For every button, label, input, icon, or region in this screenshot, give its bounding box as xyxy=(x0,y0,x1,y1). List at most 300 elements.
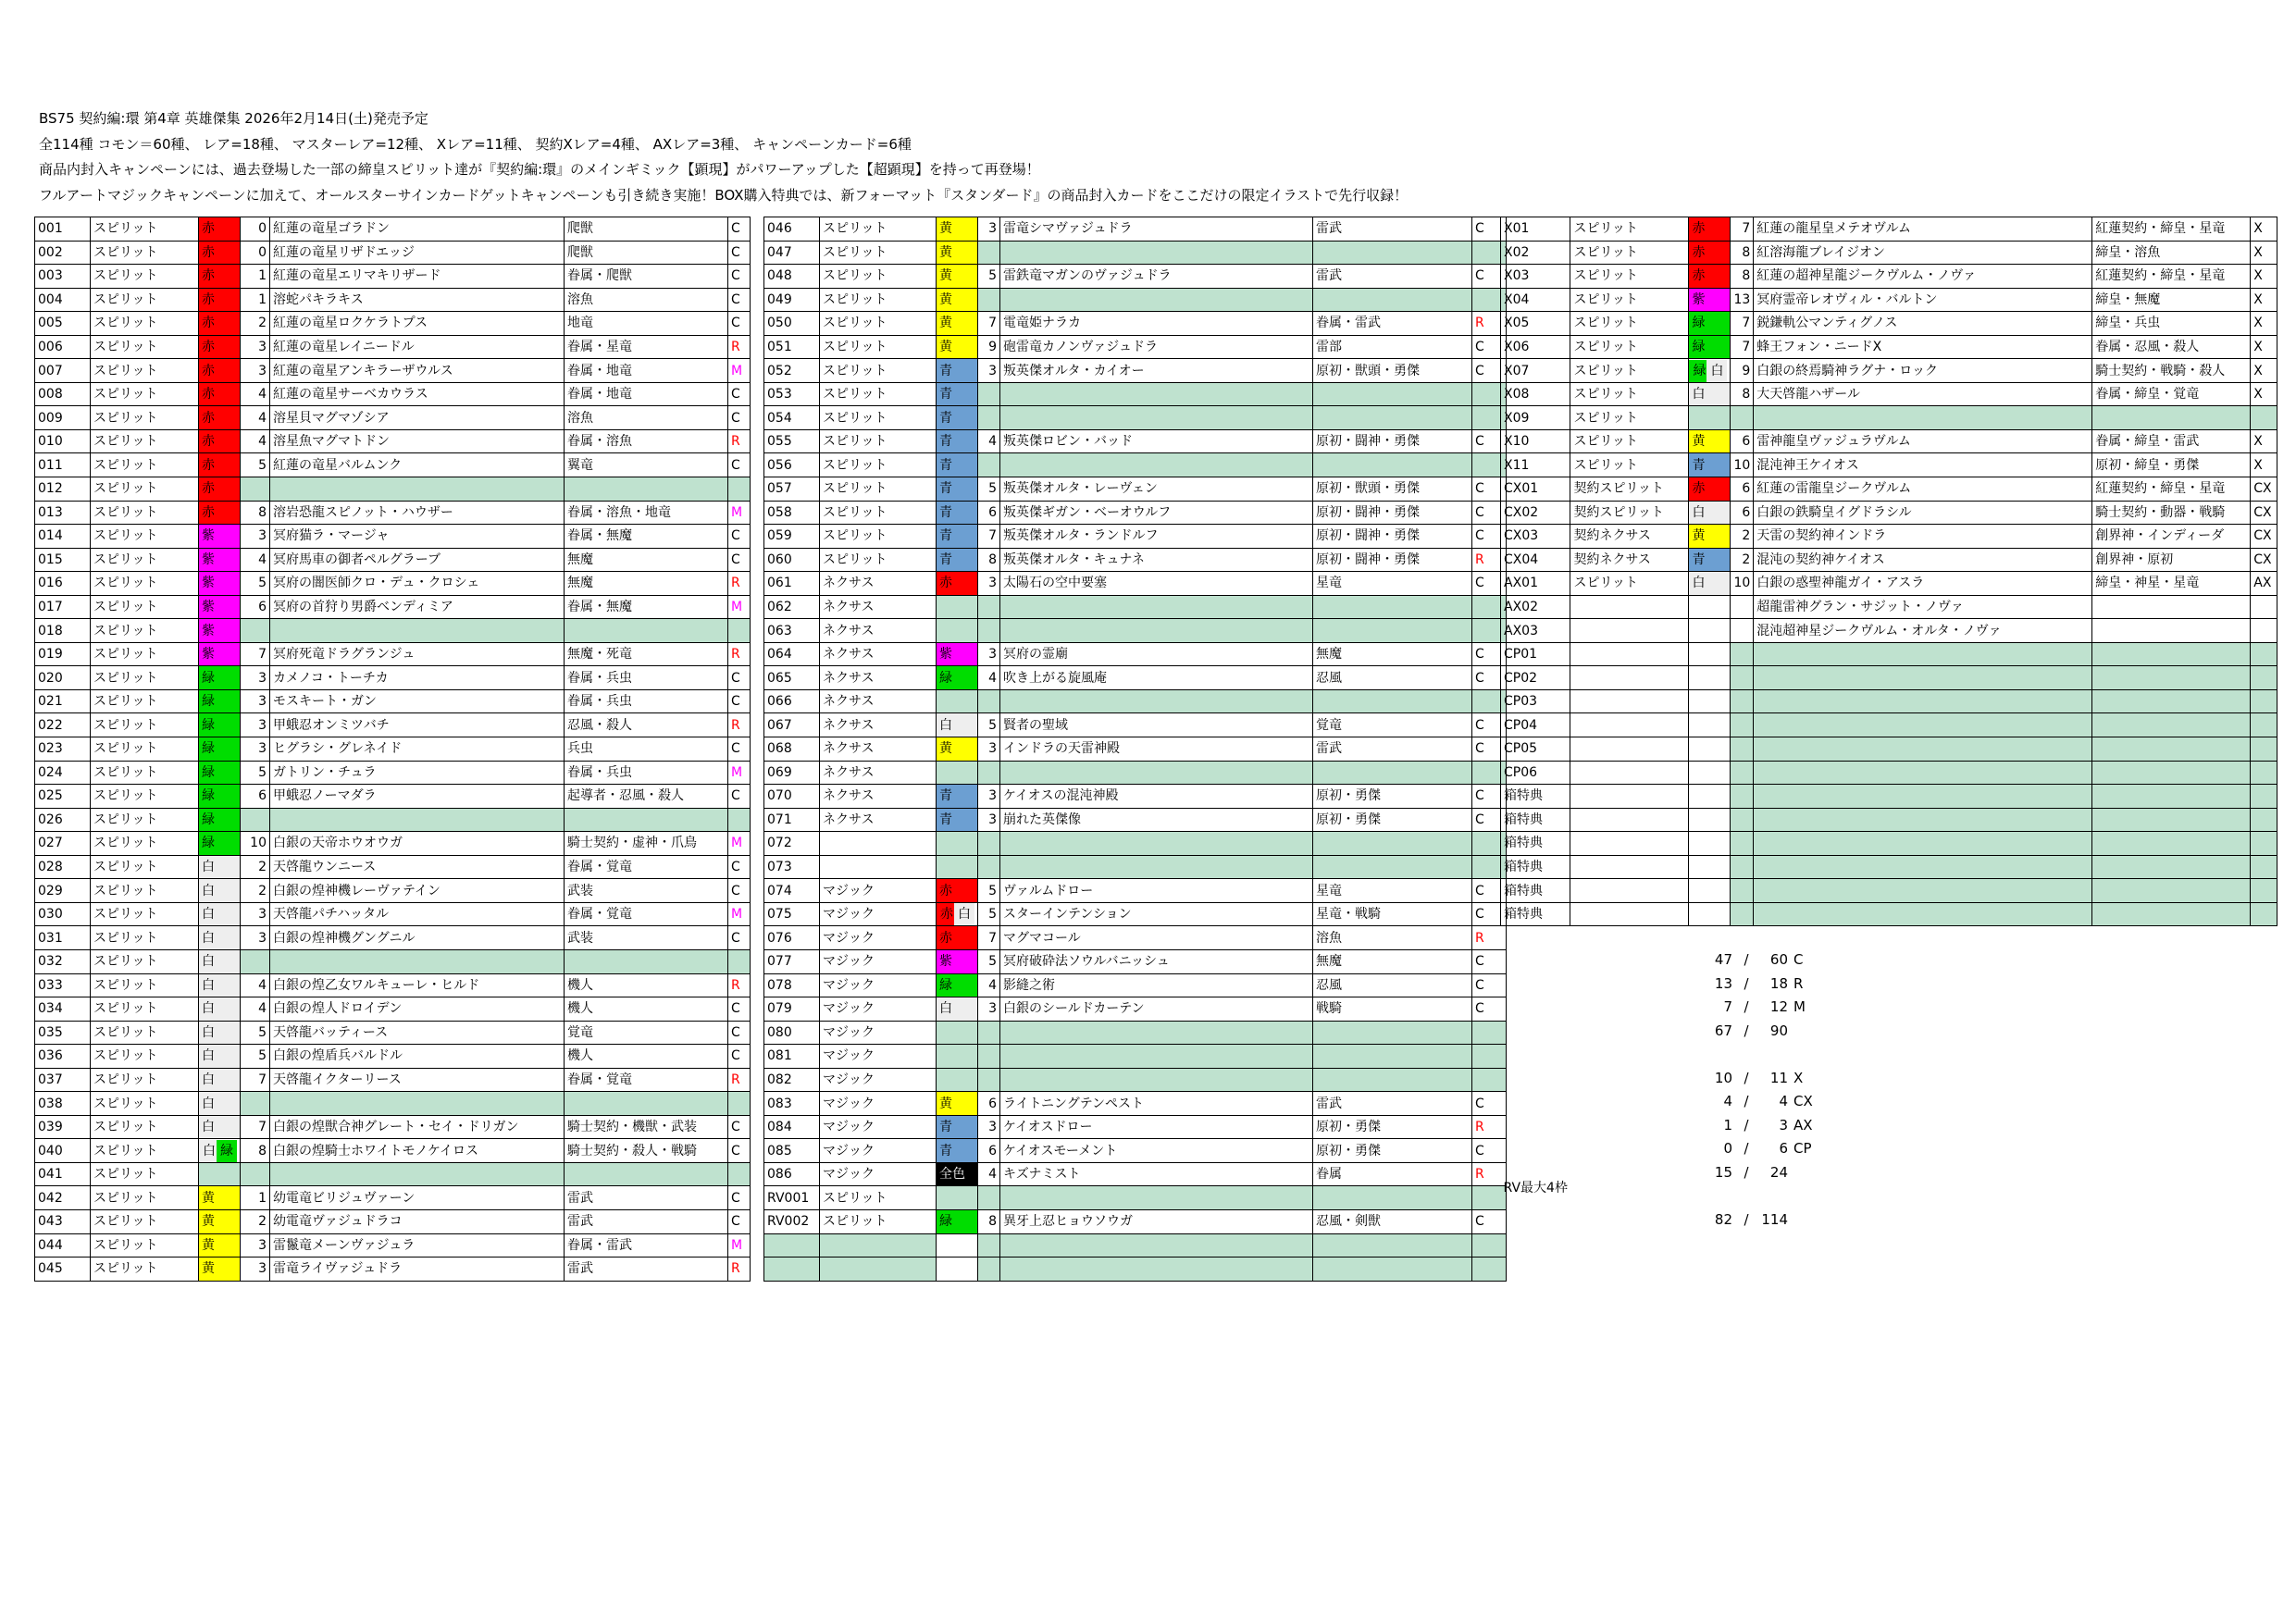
card-cost xyxy=(978,1045,1000,1069)
card-rarity xyxy=(2251,995,2277,1018)
card-cost: 3 xyxy=(241,926,270,950)
card-color: 赤 xyxy=(937,572,978,596)
card-family: 原初・獣頭・勇傑 xyxy=(1313,477,1472,502)
card-number: RV最大4枠 xyxy=(1503,1180,1568,1196)
card-type xyxy=(1570,855,1689,879)
card-row xyxy=(35,619,751,643)
card-cost: 3 xyxy=(241,737,270,762)
card-name: 白銀の煌人ドロイデン xyxy=(270,997,565,1022)
card-name: 紅蓮の竜星レイニードル xyxy=(270,335,565,359)
card-type: マジック xyxy=(820,1115,937,1139)
card-color: 緑 xyxy=(199,737,241,762)
card-family: 原初・締皇・勇傑 xyxy=(2092,453,2251,477)
card-type xyxy=(1570,832,1689,856)
card-type xyxy=(1570,1018,1689,1041)
card-row xyxy=(764,619,1507,643)
tally-row xyxy=(1694,1184,1840,1208)
card-type xyxy=(1570,949,1689,973)
card-row xyxy=(1501,761,2277,785)
card-number: 085 xyxy=(764,1139,820,1163)
card-cost xyxy=(1731,855,1754,879)
card-type: スピリット xyxy=(91,973,199,997)
card-color xyxy=(199,1139,241,1163)
card-rarity xyxy=(2251,1222,2277,1245)
card-rarity xyxy=(2251,855,2277,879)
card-number: 036 xyxy=(35,1045,91,1069)
card-name: 叛英傑オルタ・カイオー xyxy=(1000,359,1313,383)
header-line-2: 全114種 コモン＝60種、 レア=18種、 マスターレア=12種、 Xレア=11種、 契約Xレア=4種、 AXレア=3種、 キャンペーンカード=6種 xyxy=(39,135,912,153)
card-name: 紅蓮の竜星リザドエッジ xyxy=(270,241,565,265)
tally-row xyxy=(1694,1043,1840,1067)
card-color: 赤 xyxy=(1689,477,1731,502)
card-cost: 8 xyxy=(241,501,270,525)
card-rarity: M xyxy=(728,359,751,383)
card-cost: 5 xyxy=(241,453,270,477)
card-number: 051 xyxy=(764,335,820,359)
card-type: スピリット xyxy=(1570,335,1689,359)
card-type: スピリット xyxy=(91,997,199,1022)
card-type: スピリット xyxy=(1570,288,1689,312)
card-number: 箱特典 xyxy=(1501,808,1570,832)
card-color xyxy=(937,761,978,785)
card-type xyxy=(1570,689,1689,713)
card-type xyxy=(1570,642,1689,666)
card-number: CP02 xyxy=(1501,666,1570,690)
card-cost: 2 xyxy=(241,879,270,903)
card-type: スピリット xyxy=(1570,265,1689,289)
card-row xyxy=(1501,619,2277,643)
card-color: 緑 xyxy=(937,666,978,690)
card-type: スピリット xyxy=(1570,429,1689,453)
card-name: 冥府の闇医師クロ・デュ・クロシェ xyxy=(270,572,565,596)
card-type: スピリット xyxy=(820,288,937,312)
card-type: スピリット xyxy=(91,902,199,926)
card-number: 057 xyxy=(764,477,820,502)
card-color xyxy=(1689,1245,1731,1268)
card-number: 007 xyxy=(35,359,91,383)
card-name: 異牙上忍ヒョウソウガ xyxy=(1000,1209,1313,1233)
card-number: 043 xyxy=(35,1209,91,1233)
card-type: スピリット xyxy=(91,359,199,383)
card-family xyxy=(2092,619,2251,643)
card-row xyxy=(764,1258,1507,1282)
card-color: 青 xyxy=(937,382,978,406)
card-row xyxy=(764,785,1507,809)
card-color: 赤 xyxy=(199,406,241,430)
card-family xyxy=(2092,761,2251,785)
card-rarity: C xyxy=(728,1186,751,1210)
card-rarity: C xyxy=(1472,642,1507,666)
card-name: 白銀の終焉騎神ラグナ・ロック xyxy=(1754,359,2092,383)
card-family: 爬獣 xyxy=(565,241,728,265)
card-row xyxy=(764,312,1507,336)
card-cost: 6 xyxy=(241,785,270,809)
card-row xyxy=(35,359,751,383)
tally-row xyxy=(1694,973,1840,997)
card-name xyxy=(1754,832,2092,856)
card-name: 超龍雷神グラン・サジット・ノヴァ xyxy=(1754,595,2092,619)
card-type: スピリット xyxy=(91,1139,199,1163)
card-cost xyxy=(978,1233,1000,1258)
card-row xyxy=(764,926,1507,950)
card-row xyxy=(35,761,751,785)
card-type: スピリット xyxy=(91,1068,199,1092)
card-row xyxy=(764,572,1507,596)
card-name: ケイオスの混沌神殿 xyxy=(1000,785,1313,809)
card-name: 天啓龍パチハッタル xyxy=(270,902,565,926)
card-type: スピリット xyxy=(91,1045,199,1069)
card-type xyxy=(1570,1222,1689,1245)
card-type: スピリット xyxy=(91,785,199,809)
card-number: 031 xyxy=(35,926,91,950)
card-rarity: C xyxy=(1472,973,1507,997)
card-row xyxy=(1501,525,2277,549)
card-number: 035 xyxy=(35,1021,91,1045)
tally-rarity: CX xyxy=(1793,1093,1813,1109)
card-color: 青 xyxy=(937,1115,978,1139)
card-row xyxy=(1501,548,2277,572)
card-rarity: C xyxy=(1472,785,1507,809)
tally-slash: / xyxy=(1744,1163,1749,1181)
card-name: 紅蓮の竜星ロクケラトプス xyxy=(270,312,565,336)
card-name xyxy=(1000,453,1313,477)
card-rarity: C xyxy=(1472,572,1507,596)
card-name: 雷鬣竜メーンヴァジュラ xyxy=(270,1233,565,1258)
tally-rarity: X xyxy=(1793,1069,1804,1086)
card-number: 073 xyxy=(764,855,820,879)
card-type xyxy=(1570,619,1689,643)
card-type: スピリット xyxy=(820,241,937,265)
card-cost: 4 xyxy=(978,666,1000,690)
card-color xyxy=(937,689,978,713)
card-color: 赤 xyxy=(199,501,241,525)
card-number: 032 xyxy=(35,949,91,973)
card-number: 056 xyxy=(764,453,820,477)
card-number: 065 xyxy=(764,666,820,690)
card-cost: 6 xyxy=(1731,429,1754,453)
card-number: 074 xyxy=(764,879,820,903)
card-row xyxy=(764,761,1507,785)
card-family xyxy=(2092,689,2251,713)
card-type xyxy=(1570,1109,1689,1132)
card-number: CX03 xyxy=(1501,525,1570,549)
card-color: 青 xyxy=(937,525,978,549)
card-type: スピリット xyxy=(91,855,199,879)
card-row xyxy=(35,1092,751,1116)
card-number: X06 xyxy=(1501,335,1570,359)
card-name: 吹き上がる旋風庵 xyxy=(1000,666,1313,690)
card-row xyxy=(1501,406,2277,430)
card-row xyxy=(764,265,1507,289)
card-name: ヒグラシ・グレネイド xyxy=(270,737,565,762)
card-family xyxy=(565,1162,728,1186)
card-color: 緑 xyxy=(199,713,241,737)
card-name xyxy=(1000,832,1313,856)
card-family: 紅蓮契約・締皇・星竜 xyxy=(2092,217,2251,242)
card-family xyxy=(1313,689,1472,713)
card-row xyxy=(1501,1018,2277,1041)
card-rarity: C xyxy=(728,666,751,690)
tally-slash: / xyxy=(1744,951,1749,968)
card-color: 黄 xyxy=(937,1092,978,1116)
tally-total: 114 xyxy=(1761,1210,1788,1228)
card-family xyxy=(2092,1154,2251,1177)
card-family xyxy=(2092,1085,2251,1109)
card-color: 白 xyxy=(1689,501,1731,525)
card-cost xyxy=(241,477,270,502)
card-rarity: C xyxy=(1472,217,1507,242)
card-rarity xyxy=(2251,689,2277,713)
card-color xyxy=(937,1045,978,1069)
card-color: 紫 xyxy=(199,548,241,572)
card-rarity xyxy=(728,1092,751,1116)
card-type: スピリット xyxy=(91,265,199,289)
card-rarity xyxy=(2251,1154,2277,1177)
card-color xyxy=(1689,737,1731,762)
card-cost: 7 xyxy=(978,926,1000,950)
card-row xyxy=(764,217,1507,242)
card-color: 赤 xyxy=(199,265,241,289)
card-color: 黄 xyxy=(937,312,978,336)
card-type: ネクサス xyxy=(820,785,937,809)
card-row xyxy=(35,382,751,406)
card-color xyxy=(1689,832,1731,856)
card-type: スピリット xyxy=(820,477,937,502)
card-rarity: C xyxy=(728,453,751,477)
card-cost: 4 xyxy=(241,973,270,997)
card-row xyxy=(764,453,1507,477)
card-table-middle xyxy=(763,217,1507,1282)
card-number xyxy=(1501,1040,1570,1063)
card-family xyxy=(565,1092,728,1116)
card-cost: 4 xyxy=(978,973,1000,997)
card-type: スピリット xyxy=(91,477,199,502)
card-cost: 3 xyxy=(978,737,1000,762)
card-number: 021 xyxy=(35,689,91,713)
card-type: ネクサス xyxy=(820,572,937,596)
card-number: 077 xyxy=(764,949,820,973)
card-color: 赤 xyxy=(1689,241,1731,265)
card-rarity: C xyxy=(728,288,751,312)
card-cost: 1 xyxy=(241,288,270,312)
card-number: 083 xyxy=(764,1092,820,1116)
card-type: マジック xyxy=(820,1092,937,1116)
card-cost: 2 xyxy=(241,312,270,336)
card-rarity: C xyxy=(728,525,751,549)
card-name: ライトニングテンペスト xyxy=(1000,1092,1313,1116)
card-family: 武装 xyxy=(565,879,728,903)
card-cost xyxy=(978,832,1000,856)
card-color: 黄 xyxy=(1689,525,1731,549)
card-family: 締皇・無魔 xyxy=(2092,288,2251,312)
card-color: 緑 xyxy=(937,1209,978,1233)
card-number: 069 xyxy=(764,761,820,785)
tally-row xyxy=(1694,1161,1840,1185)
card-type xyxy=(1570,1040,1689,1063)
card-color: 白 xyxy=(1689,572,1731,596)
card-row xyxy=(35,949,751,973)
card-family: 眷属・地竜 xyxy=(565,359,728,383)
card-color: 黄 xyxy=(937,217,978,242)
card-cost xyxy=(978,1021,1000,1045)
card-row xyxy=(764,1162,1507,1186)
card-color: 白 xyxy=(199,1045,241,1069)
card-cost: 4 xyxy=(241,406,270,430)
card-rarity xyxy=(2251,619,2277,643)
card-family: 騎士契約・機獣・武装 xyxy=(565,1115,728,1139)
card-rarity: CX xyxy=(2251,501,2277,525)
card-row xyxy=(35,265,751,289)
card-cost: 7 xyxy=(978,525,1000,549)
card-row xyxy=(764,689,1507,713)
card-family: 忍風 xyxy=(1313,973,1472,997)
card-color: 赤 xyxy=(199,477,241,502)
card-name xyxy=(1754,689,2092,713)
card-rarity: C xyxy=(1472,1092,1507,1116)
card-family: 原初・勇傑 xyxy=(1313,785,1472,809)
card-rarity xyxy=(2251,406,2277,430)
card-row xyxy=(764,1233,1507,1258)
card-type: スピリット xyxy=(91,453,199,477)
card-row xyxy=(35,642,751,666)
card-cost: 4 xyxy=(241,548,270,572)
card-cost: 3 xyxy=(978,359,1000,383)
card-name: 白銀の惑聖神龍ガイ・アスラ xyxy=(1754,572,2092,596)
card-cost: 8 xyxy=(978,1209,1000,1233)
card-cost: 6 xyxy=(1731,477,1754,502)
card-name xyxy=(1000,406,1313,430)
card-row xyxy=(764,1209,1507,1233)
card-type: スピリット xyxy=(1570,406,1689,430)
card-family xyxy=(1313,832,1472,856)
card-name xyxy=(1000,288,1313,312)
card-name xyxy=(1754,902,2092,926)
card-name: 紅蓮の竜星アンキラーザウルス xyxy=(270,359,565,383)
card-number: 013 xyxy=(35,501,91,525)
card-name: 紅蓮の超神星龍ジークヴルム・ノヴァ xyxy=(1754,265,2092,289)
card-type: マジック xyxy=(820,949,937,973)
card-type: スピリット xyxy=(91,879,199,903)
card-rarity: C xyxy=(1472,737,1507,762)
card-number: 026 xyxy=(35,808,91,832)
card-row xyxy=(35,832,751,856)
card-row xyxy=(1501,1063,2277,1086)
card-rarity: M xyxy=(728,595,751,619)
card-row xyxy=(764,1021,1507,1045)
card-rarity: C xyxy=(1472,359,1507,383)
card-row xyxy=(764,997,1507,1022)
card-row xyxy=(35,1115,751,1139)
card-type: スピリット xyxy=(91,288,199,312)
card-name: 混沌超神星ジークヴルム・オルタ・ノヴァ xyxy=(1754,619,2092,643)
card-color xyxy=(1689,902,1731,926)
card-type: ネクサス xyxy=(820,808,937,832)
card-cost: 2 xyxy=(1731,548,1754,572)
card-type: スピリット xyxy=(820,406,937,430)
card-rarity: X xyxy=(2251,288,2277,312)
card-rarity: C xyxy=(728,1045,751,1069)
card-type: 契約スピリット xyxy=(1570,501,1689,525)
card-type xyxy=(1570,1245,1689,1268)
card-type: スピリット xyxy=(91,429,199,453)
tally-row xyxy=(1694,948,1840,973)
card-number: CP01 xyxy=(1501,642,1570,666)
card-rarity: C xyxy=(728,312,751,336)
card-name xyxy=(1000,761,1313,785)
card-color: 白 xyxy=(199,973,241,997)
card-cost xyxy=(978,241,1000,265)
card-row xyxy=(35,525,751,549)
card-name: 白銀の煌獣合神グレート・セイ・ドリガン xyxy=(270,1115,565,1139)
card-cost: 6 xyxy=(241,595,270,619)
tally-count: 4 xyxy=(1723,1093,1732,1109)
card-family xyxy=(2092,1199,2251,1222)
card-type: スピリット xyxy=(91,548,199,572)
card-family: 原初・闘神・勇傑 xyxy=(1313,501,1472,525)
card-family: 原初・闘神・勇傑 xyxy=(1313,429,1472,453)
card-family xyxy=(1313,1233,1472,1258)
card-cost: 0 xyxy=(241,241,270,265)
card-type xyxy=(1570,1063,1689,1086)
card-rarity xyxy=(728,477,751,502)
card-type: スピリット xyxy=(820,359,937,383)
card-name: 賢者の聖域 xyxy=(1000,713,1313,737)
card-number: 049 xyxy=(764,288,820,312)
card-name: 雷竜シマヴァジュドラ xyxy=(1000,217,1313,242)
card-cost: 2 xyxy=(241,855,270,879)
card-type: スピリット xyxy=(91,501,199,525)
card-name: 冥府猫ラ・マージャ xyxy=(270,525,565,549)
card-family: 武装 xyxy=(565,926,728,950)
card-color: 白 xyxy=(199,1021,241,1045)
card-family xyxy=(2092,785,2251,809)
card-type: ネクサス xyxy=(820,642,937,666)
card-color: 緑 xyxy=(199,689,241,713)
card-family: 眷属・兵虫 xyxy=(565,666,728,690)
tally-total: 18 xyxy=(1769,974,1788,992)
card-cost xyxy=(1731,832,1754,856)
card-family: 無魔・死竜 xyxy=(565,642,728,666)
card-number: 080 xyxy=(764,1021,820,1045)
card-row xyxy=(35,572,751,596)
card-cost: 7 xyxy=(241,642,270,666)
card-number xyxy=(1501,926,1570,949)
card-type: 契約ネクサス xyxy=(1570,548,1689,572)
card-cost: 5 xyxy=(241,761,270,785)
card-cost xyxy=(1731,926,1754,949)
card-rarity xyxy=(2251,1085,2277,1109)
card-type: ネクサス xyxy=(820,595,937,619)
card-cost: 8 xyxy=(1731,241,1754,265)
card-family: 騎士契約・虚神・爪鳥 xyxy=(565,832,728,856)
card-cost: 5 xyxy=(978,902,1000,926)
card-row xyxy=(1501,288,2277,312)
card-number: 020 xyxy=(35,666,91,690)
card-name: 幼電竜ヴァジュドラコ xyxy=(270,1209,565,1233)
card-number: CX01 xyxy=(1501,477,1570,502)
card-type: 契約ネクサス xyxy=(1570,525,1689,549)
card-number: 006 xyxy=(35,335,91,359)
card-type xyxy=(1570,737,1689,762)
card-type: ネクサス xyxy=(820,689,937,713)
card-number: 004 xyxy=(35,288,91,312)
card-family xyxy=(2092,879,2251,903)
card-type: スピリット xyxy=(1570,453,1689,477)
card-color: 黄 xyxy=(199,1209,241,1233)
card-family xyxy=(2092,1245,2251,1268)
card-type xyxy=(820,1258,937,1282)
card-number: 014 xyxy=(35,525,91,549)
